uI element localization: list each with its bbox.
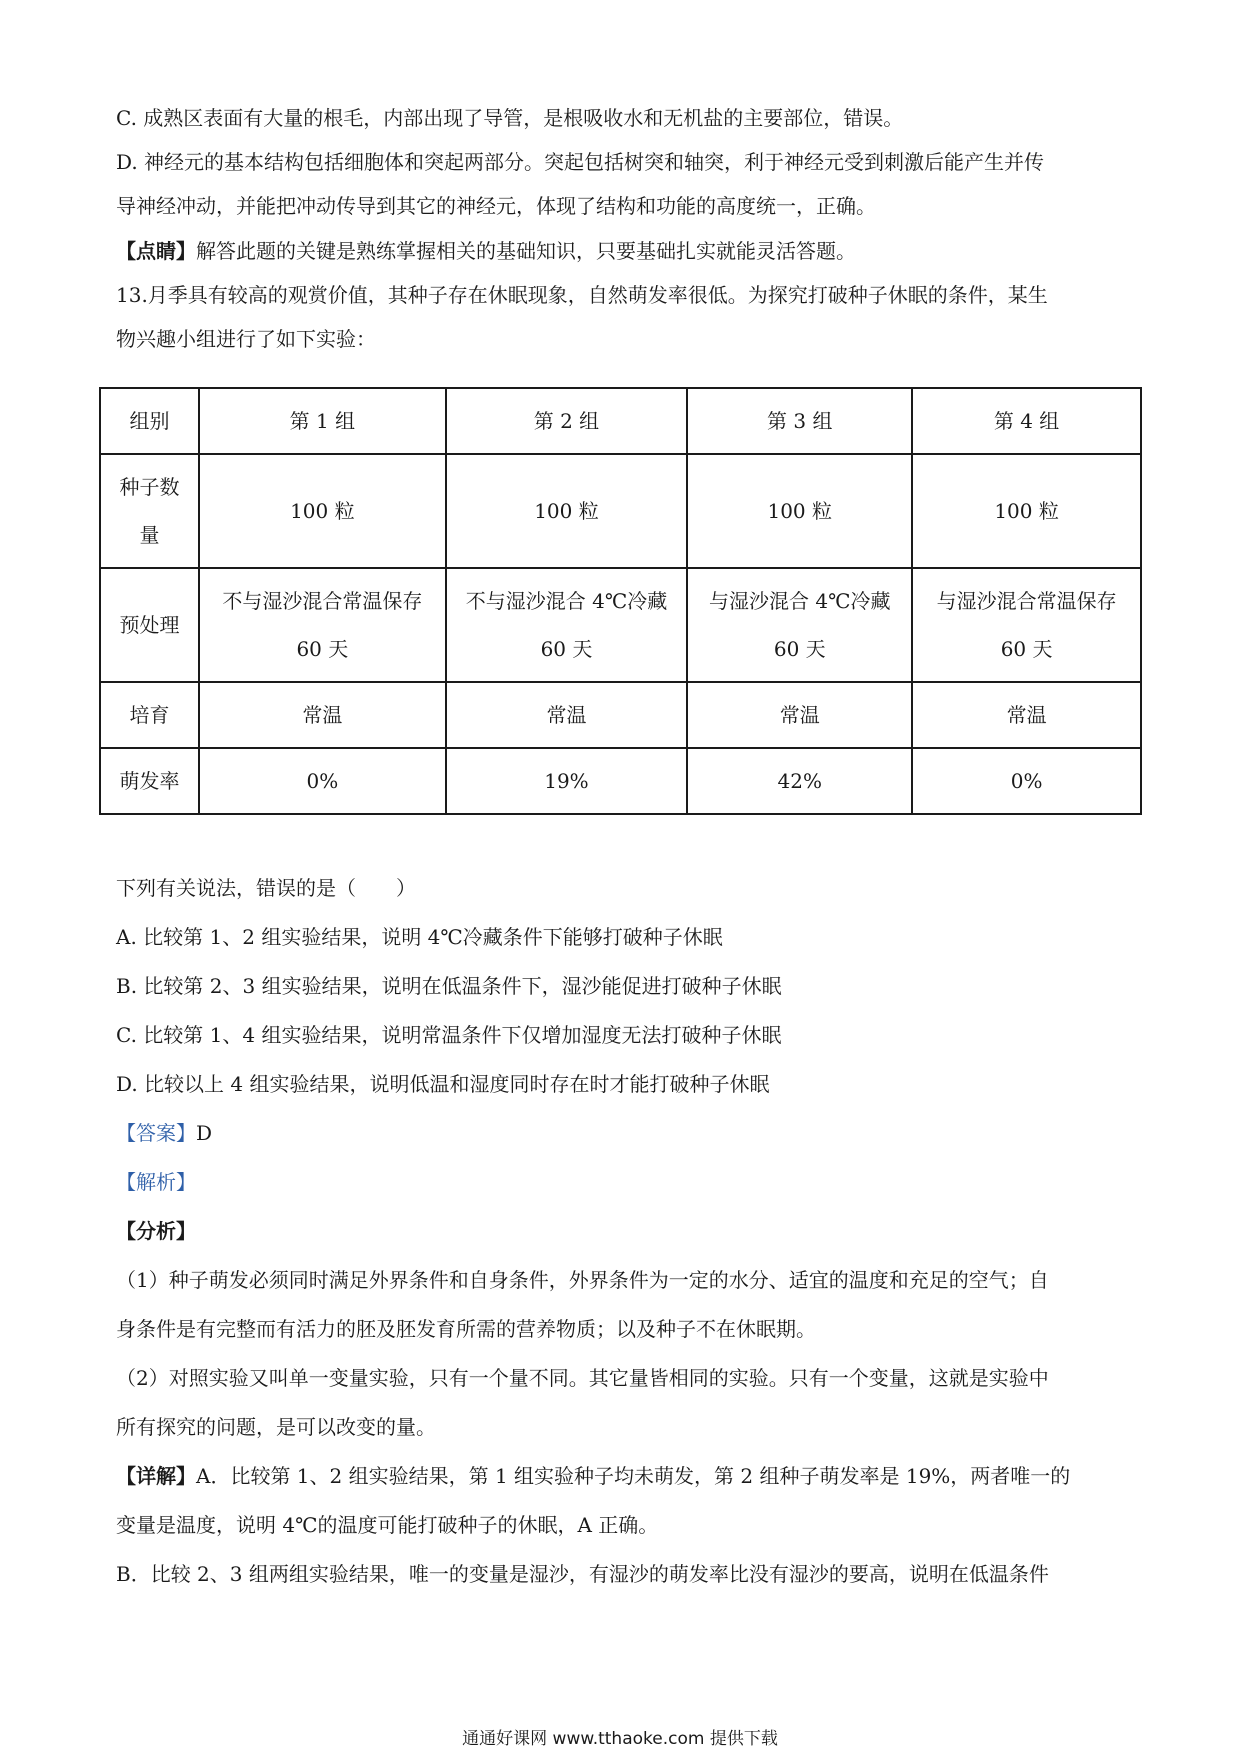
seed-label-line1: 种子数 bbox=[119, 475, 180, 499]
dianjing-label: 【点睛】 bbox=[116, 239, 196, 263]
option-d-explanation-cont: 导神经冲动，并能把冲动传导到其它的神经元，体现了结构和功能的高度统一，正确。 bbox=[116, 194, 876, 218]
table-cell: 100 粒 bbox=[687, 454, 912, 568]
table-cell bbox=[912, 568, 1141, 682]
table-cell: 0% bbox=[199, 748, 446, 814]
xiangjie-label: 【详解】 bbox=[116, 1464, 196, 1488]
pretreatment-duration: 60 天 bbox=[296, 637, 349, 661]
option-c: C. 比较第 1、4 组实验结果，说明常温条件下仅增加湿度无法打破种子休眠 bbox=[116, 1023, 782, 1047]
pretreatment-text: 与湿沙混合常温保存 bbox=[936, 589, 1117, 613]
table-cell: 100 粒 bbox=[446, 454, 688, 568]
table-cell bbox=[199, 568, 446, 682]
analysis-point-1-cont: 身条件是有完整而有活力的胚及胚发育所需的营养物质；以及种子不在休眠期。 bbox=[116, 1317, 816, 1341]
table-row-culture bbox=[100, 682, 1141, 748]
option-d-explanation: D. 神经元的基本结构包括细胞体和突起两部分。突起包括树突和轴突，利于神经元受到刺激后能产生并传 bbox=[116, 150, 1045, 174]
detail-text: A．比较第 1、2 组实验结果，第 1 组实验种子均未萌发，第 2 组种子萌发率是 19%，两者唯一的 bbox=[196, 1464, 1071, 1488]
detail-paragraph bbox=[116, 1461, 1140, 1491]
option-d: D. 比较以上 4 组实验结果，说明低温和湿度同时存在时才能打破种子休眠 bbox=[116, 1072, 770, 1096]
analysis-point-2: （2）对照实验又叫单一变量实验，只有一个量不同。其它量皆相同的实验。只有一个变量，这就是实验中 bbox=[116, 1366, 1049, 1390]
table-cell: 42% bbox=[687, 748, 912, 814]
table-cell: 常温 bbox=[687, 682, 912, 748]
pretreatment-duration: 60 天 bbox=[1000, 637, 1053, 661]
table-cell bbox=[687, 568, 912, 682]
table-cell: 培育 bbox=[100, 682, 199, 748]
table-row-seed-count bbox=[100, 454, 1141, 568]
fenxi-label: 【分析】 bbox=[116, 1219, 196, 1243]
table-cell bbox=[446, 568, 688, 682]
analysis-label: 【解析】 bbox=[116, 1170, 196, 1194]
table-cell: 常温 bbox=[912, 682, 1141, 748]
pretreatment-text: 不与湿沙混合常温保存 bbox=[222, 589, 423, 613]
table-cell: 第 4 组 bbox=[912, 388, 1141, 454]
seed-label-line2: 量 bbox=[139, 523, 160, 547]
pretreatment-duration: 60 天 bbox=[773, 637, 826, 661]
table-row-germination-rate bbox=[100, 748, 1141, 814]
table-cell: 第 3 组 bbox=[687, 388, 912, 454]
option-c-explanation: C. 成熟区表面有大量的根毛，内部出现了导管，是根吸收水和无机盐的主要部位，错误。 bbox=[116, 106, 904, 130]
dianjing-text: 解答此题的关键是熟练掌握相关的基础知识，只要基础扎实就能灵活答题。 bbox=[196, 239, 856, 263]
detail-text-cont: 变量是温度，说明 4℃的温度可能打破种子的休眠，A 正确。 bbox=[116, 1513, 659, 1537]
option-b: B. 比较第 2、3 组实验结果，说明在低温条件下，湿沙能促进打破种子休眠 bbox=[116, 974, 782, 998]
table-cell: 常温 bbox=[446, 682, 688, 748]
table-row-header bbox=[100, 388, 1141, 454]
dianjing-paragraph bbox=[116, 236, 1140, 266]
analysis-point-1: （1）种子萌发必须同时满足外界条件和自身条件，外界条件为一定的水分、适宜的温度和充足的空气；自 bbox=[116, 1268, 1049, 1292]
table-cell bbox=[100, 454, 199, 568]
pretreatment-duration: 60 天 bbox=[540, 637, 593, 661]
table-row-pretreatment bbox=[100, 568, 1141, 682]
table-cell: 100 粒 bbox=[199, 454, 446, 568]
table-cell: 预处理 bbox=[100, 568, 199, 682]
table-cell: 第 2 组 bbox=[446, 388, 688, 454]
analysis-point-2-cont: 所有探究的问题，是可以改变的量。 bbox=[116, 1415, 436, 1439]
experiment-table bbox=[99, 387, 1142, 815]
table-cell: 常温 bbox=[199, 682, 446, 748]
question-13-intro-cont: 物兴趣小组进行了如下实验： bbox=[116, 327, 376, 351]
table-cell: 100 粒 bbox=[912, 454, 1141, 568]
question-13-intro: 13.月季具有较高的观赏价值，其种子存在休眠现象，自然萌发率很低。为探究打破种子休眠的条件，某生 bbox=[116, 283, 1048, 307]
table-cell: 0% bbox=[912, 748, 1141, 814]
table-cell: 萌发率 bbox=[100, 748, 199, 814]
pretreatment-text: 与湿沙混合 4℃冷藏 bbox=[709, 589, 891, 613]
answer-line bbox=[116, 1118, 1140, 1148]
page-footer: 通通好课网 www.tthaoke.com 提供下载 bbox=[462, 1729, 778, 1749]
answer-value: D bbox=[196, 1121, 213, 1145]
option-a: A. 比较第 1、2 组实验结果，说明 4℃冷藏条件下能够打破种子休眠 bbox=[116, 925, 723, 949]
table-cell: 组别 bbox=[100, 388, 199, 454]
pretreatment-text: 不与湿沙混合 4℃冷藏 bbox=[465, 589, 668, 613]
answer-label: 【答案】 bbox=[116, 1121, 196, 1145]
table-cell: 19% bbox=[446, 748, 688, 814]
detail-b-text: B．比较 2、3 组两组实验结果，唯一的变量是湿沙，有湿沙的萌发率比没有湿沙的要高，说明在低温条件 bbox=[116, 1562, 1049, 1586]
question-stem: 下列有关说法，错误的是（ ） bbox=[116, 876, 416, 900]
table-cell: 第 1 组 bbox=[199, 388, 446, 454]
